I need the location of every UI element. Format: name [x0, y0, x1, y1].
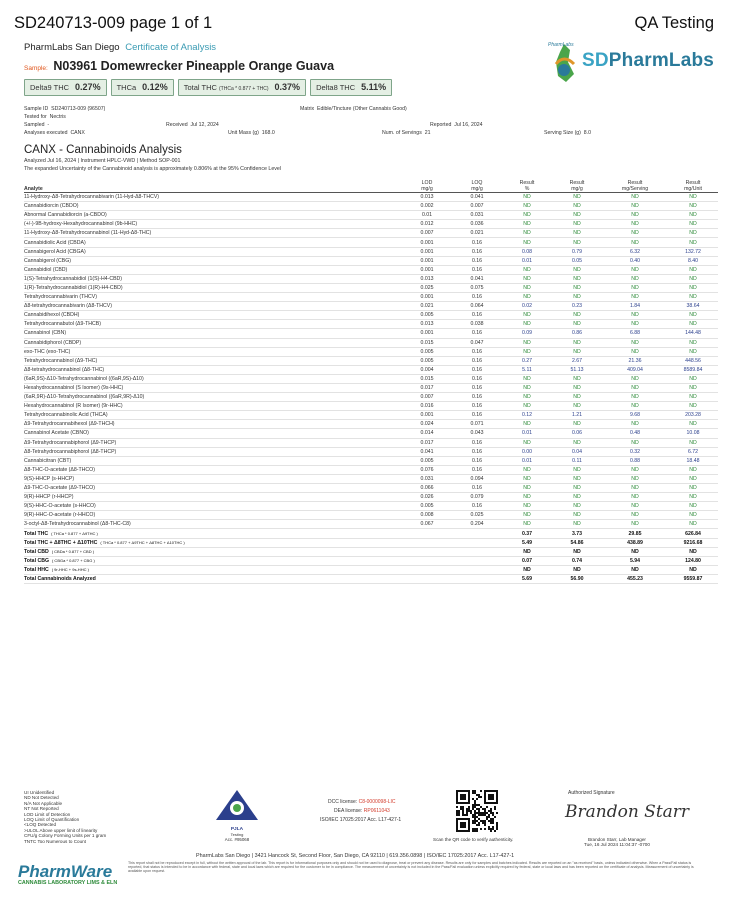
- table-row: Cannabinol (CBN) 0.001 0.16 0.09 0.86 6.88 144.48: [24, 329, 718, 338]
- table-row: Tetrahydrocannabinol (Δ9-THC) 0.005 0.16 0.27 2.67 21.36 448.56: [24, 356, 718, 365]
- legend-item: TNTC Too Numerous to Count: [24, 838, 86, 844]
- signature-name: Brandon Starr, Lab Manager Tue, 16 Jul 2024 11:04:37 -0700: [584, 837, 650, 848]
- pharmware-logo: PharmWare CANNABIS LABORATORY LIMS & ELN: [18, 862, 118, 886]
- table-row: 1(S)-Tetrahydrocannabidiol (1(S)-H4-CBD) 0.013 0.041 ND ND ND ND: [24, 274, 718, 283]
- table-row: Cannabidihexol (CBDH) 0.005 0.16 ND ND ND ND: [24, 311, 718, 320]
- dcc-license: C8-0000098-LIC: [358, 799, 396, 805]
- col-result-unit: Result mg/Unit: [668, 176, 718, 193]
- table-row: Δ9-THC-O-acetate (Δ9-THCO) 0.066 0.16 ND ND ND ND: [24, 484, 718, 493]
- table-row: Δ8-THC-O-acetate (Δ8-THCO) 0.076 0.16 ND ND ND ND: [24, 465, 718, 474]
- table-row: Abnormal Cannabidiorcin (a-CBDO) 0.01 0.031 ND ND ND ND: [24, 211, 718, 220]
- table-row: 9(R)-HHC-O-acetate (r-HHCO) 0.008 0.025 ND ND ND ND: [24, 511, 718, 520]
- badge-thca: THCa 0.12%: [111, 79, 174, 96]
- legend-item: UI Unidentified: [24, 790, 55, 795]
- legend-item: <LOQ Detected: [24, 822, 57, 828]
- tested-for: Nectris: [49, 114, 66, 120]
- total-row: Total Cannabinoids Analyzed 5.69 56.90 455.23 9559.87: [24, 574, 718, 583]
- sample-tag: Sample:: [24, 65, 48, 72]
- legend-item: LOD Limit of Detection: [24, 811, 71, 817]
- section-title: CANX - Cannabinoids Analysis: [24, 144, 182, 156]
- pjla-logo: PJLA Testing Acc. #95068: [212, 788, 262, 838]
- total-row: Total HHC ( 9r-HHC + 9s-HHC ) ND ND ND ND: [24, 565, 718, 574]
- table-row: 3-octyl-Δ8-Tetrahydrocannabinol (Δ8-THC-C8) 0.067 0.204 ND ND ND ND: [24, 520, 718, 529]
- potency-badges: [24, 79, 392, 96]
- lab-name: PharmLabs San Diego: [24, 42, 120, 53]
- pjla-triangle-icon: [212, 788, 262, 822]
- col-result-pct: Result %: [502, 176, 552, 193]
- total-row: Total THC ( THCa * 0.877 + Δ9THC ) 0.37 3.73 29.85 626.84: [24, 529, 718, 538]
- sample-id: SD240713-009 (96507): [51, 106, 106, 112]
- total-row: Total CBD ( CBDa * 0.877 + CBD ) ND ND ND ND: [24, 547, 718, 556]
- qr-caption: Scan the QR code to verify authenticity.: [433, 837, 514, 842]
- table-row: Δ8-tetrahydrocannabivarin (Δ8-THCV) 0.021 0.064 0.02 0.23 1.84 38.64: [24, 302, 718, 311]
- footer-disclaimer: This report shall not be reproduced except in full, without the written approval of the lab. This report is for informational purposes only and should not be used to diagnose, treat or prevent any disease. Results are only for samples and batches indicated. Results are reported on an "as received" basis, unless indicated otherwise. When a Pass/Fail status is reported, that status is intended to be in accordance with federal, state and local laws which are required for the customer to be in compliance. The measurement of uncertainty is not included in the Pass/Fail evaluation unless explicitly required by federal, state or local laws and has been reported on the certificate of analysis. Measurement of uncertainty is available upon request.: [128, 861, 694, 874]
- num-servings: 21: [424, 130, 431, 136]
- legend-item: LOQ Limit of Quantification: [24, 817, 80, 823]
- table-row: Cannabidiol (CBD) 0.001 0.16 ND ND ND ND: [24, 265, 718, 274]
- table-row: Hexahydrocannabinol (R Isomer) (9r-HHC) 0.016 0.16 ND ND ND ND: [24, 402, 718, 411]
- table-row: Cannabicitran (CBT) 0.005 0.16 0.01 0.11 0.88 18.48: [24, 456, 718, 465]
- uncertainty-note: The expanded Uncertainty of the Cannabinoid analysis is approximately 0.806% at the 95% Confidence Level: [24, 166, 282, 172]
- col-lod: LOD mg/g: [402, 176, 452, 193]
- legend-item: CFU/g Colony Forming Units per 1 gram: [24, 833, 107, 839]
- signature-label: Authorized Signature: [568, 790, 615, 796]
- table-row: Δ8-Tetrahydrocannabiphorol (Δ8-THCP) 0.041 0.16 0.00 0.04 0.32 6.72: [24, 447, 718, 456]
- lab-line: [24, 42, 216, 53]
- table-row: Tetrahydrocannabivarin (THCV) 0.001 0.16 ND ND ND ND: [24, 293, 718, 302]
- table-header: [24, 176, 718, 193]
- logo-arc-text: PharmLabs: [548, 42, 574, 48]
- logo-text: SDPharmLabs: [582, 50, 715, 71]
- legend-item: N/A Not Applicable: [24, 800, 63, 806]
- table-row: exo-THC (exo-THC) 0.005 0.16 ND ND ND ND: [24, 347, 718, 356]
- table-row: Hexahydrocannabinol (S Isomer) (9s-HHC) 0.017 0.16 ND ND ND ND: [24, 383, 718, 392]
- sample-name: N03961 Domewrecker Pineapple Orange Guava: [53, 59, 335, 73]
- legend-item: NT Not Reported: [24, 806, 59, 812]
- badge-total-thc: Total THC (THCa * 0.877 + THC) 0.37%: [178, 79, 306, 96]
- results-table: [24, 176, 718, 584]
- table-row: (6aR,9R)-Δ10-Tetrahydrocannabinol ((6aR,9R)-Δ10) 0.007 0.16 ND ND ND ND: [24, 393, 718, 402]
- badge-delta8: Delta8 THC 5.11%: [310, 79, 392, 96]
- table-row: 11-Hydroxy-Δ8-Tetrahydrocannabivarin (11-Hyd-Δ8-THCV) 0.013 0.041 ND ND ND ND: [24, 193, 718, 202]
- table-row: Cannabidiolic Acid (CBDA) 0.001 0.16 ND ND ND ND: [24, 238, 718, 247]
- dea-license: RP0611043: [363, 808, 390, 814]
- table-row: Cannabidiphorol (CBDP) 0.015 0.047 ND ND ND ND: [24, 338, 718, 347]
- table-row: Cannabigerol Acid (CBGA) 0.001 0.16 0.08 0.79 6.32 132.72: [24, 247, 718, 256]
- sample-line: [24, 59, 334, 73]
- col-loq: LOQ mg/g: [452, 176, 502, 193]
- table-row: Δ9-Tetrahydrocannabihexol (Δ9-THCH) 0.024 0.071 ND ND ND ND: [24, 420, 718, 429]
- table-row: Δ8-tetrahydrocannabinol (Δ8-THC) 0.004 0.16 5.11 51.13 409.04 8589.84: [24, 365, 718, 374]
- serving-size: 8.0: [583, 130, 592, 136]
- table-row: 1(R)-Tetrahydrocannabidiol (1(R)-H4-CBD) 0.025 0.075 ND ND ND ND: [24, 283, 718, 292]
- unit-mass: 168.0: [261, 130, 275, 136]
- col-analyte: Analyte: [24, 176, 402, 193]
- document-type: Certificate of Analysis: [125, 42, 217, 53]
- table-row: Tetrahydrocannabinolic Acid (THCA) 0.001 0.16 0.12 1.21 9.68 203.28: [24, 411, 718, 420]
- table-row: Cannabigerol (CBG) 0.001 0.16 0.01 0.05 0.40 8.40: [24, 256, 718, 265]
- analysis-details: Analyzed Jul 16, 2024 | Instrument HPLC-VWD | Method SOP-001: [24, 158, 181, 164]
- table-row: Δ9-Tetrahydrocannabiphorol (Δ9-THCP) 0.017 0.16 ND ND ND ND: [24, 438, 718, 447]
- reported-date: Jul 16, 2024: [454, 122, 483, 128]
- table-row: Cannabinol Acetate (CBNO) 0.014 0.043 0.01 0.06 0.48 10.08: [24, 429, 718, 438]
- total-row: Total THC + Δ8THC + Δ10THC ( THCa * 0.877 + Δ9THC + Δ8THC + Δ10THC ) 5.49 54.86 438.89 9216.68: [24, 538, 718, 547]
- qa-testing-label: QA Testing: [634, 14, 714, 32]
- sdpharmlabs-logo: [544, 40, 715, 86]
- signature-image: Brandon Starr: [565, 802, 690, 822]
- analyses: CANX: [70, 130, 85, 136]
- badge-delta9: Delta9 THC 0.27%: [24, 79, 107, 96]
- iso-accreditation: ISO/IEC 17025:2017 Acc. L17-427-1: [320, 817, 402, 823]
- table-row: Cannabidiorcin (CBDO) 0.002 0.007 ND ND ND ND: [24, 202, 718, 211]
- report-title: SD240713-009 page 1 of 1: [14, 14, 213, 32]
- col-result-serving: Result mg/Serving: [602, 176, 668, 193]
- table-row: 9(S)-HHC-O-acetate (s-HHCO) 0.005 0.16 ND ND ND ND: [24, 502, 718, 511]
- col-result-mgg: Result mg/g: [552, 176, 602, 193]
- legend: [24, 790, 106, 844]
- table-row: (6aR,9S)-Δ10-Tetrahydrocannabinol ((6aR,9S)-Δ10) 0.015 0.16 ND ND ND ND: [24, 374, 718, 383]
- qr-code-icon[interactable]: [456, 790, 498, 832]
- matrix: Edible/Tincture (Other Cannabis Good): [317, 106, 407, 112]
- received-date: Jul 12, 2024: [190, 122, 219, 128]
- table-row: 9(S)-HHCP (s-HHCP) 0.031 0.094 ND ND ND ND: [24, 474, 718, 483]
- total-row: Total CBG ( CBGa * 0.877 + CBG ) 0.07 0.74 5.94 124.80: [24, 556, 718, 565]
- legend-item: ND Not Detected: [24, 795, 59, 801]
- table-row: 11-Hydroxy-Δ8-Tetrahydrocannabinol (11-Hyd-Δ8-THC) 0.007 0.021 ND ND ND ND: [24, 229, 718, 238]
- table-row: (+/-)-9B-hydroxy-Hexahydrocannabinol (9b-HHC) 0.012 0.036 ND ND ND ND: [24, 220, 718, 229]
- table-row: 9(R)-HHCP (r-HHCP) 0.026 0.079 ND ND ND ND: [24, 493, 718, 502]
- legend-item: >ULOL Above upper limit of linearity: [24, 827, 98, 833]
- table-row: Tetrahydrocannabutol (Δ9-THCB) 0.013 0.038 ND ND ND ND: [24, 320, 718, 329]
- licenses: DCC license: C8-0000098-LIC DEA license: RP0611043 ISO/IEC 17025:2017 Acc. L17-427-1: [320, 799, 402, 823]
- footer-address: PharmLabs San Diego | 3421 Hancock St, Second Floor, San Diego, CA 92110 | 619.356.0898 | ISO/IEC 17025:2017 Acc. L17-427-1: [196, 853, 515, 859]
- sampled: -: [47, 122, 50, 128]
